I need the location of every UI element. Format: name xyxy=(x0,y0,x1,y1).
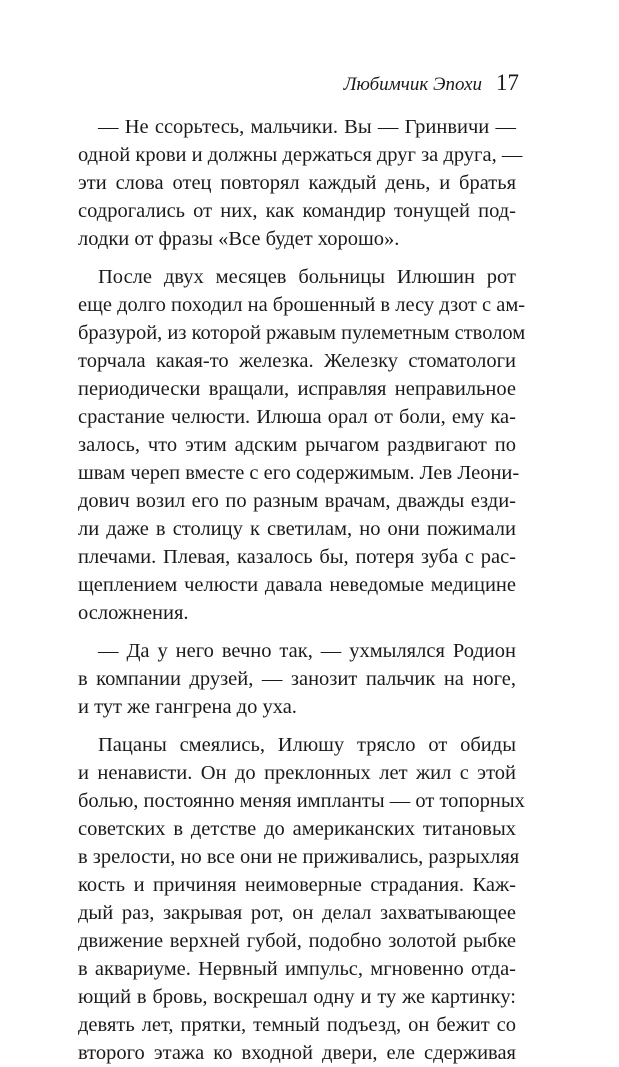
paragraph-gap xyxy=(78,721,516,731)
text-line: в аквариуме. Нервный импульс, мгновенно отда- xyxy=(78,958,516,980)
page-number: 17 xyxy=(496,70,519,95)
running-head xyxy=(344,70,519,96)
text-line: периодически вращали, исправляя неправильное xyxy=(78,378,516,400)
text-line: бразурой, из которой ржавым пулеметным стволом xyxy=(78,322,526,344)
text-line: залось, что этим адским рычагом раздвигают по xyxy=(78,434,516,456)
text-line: движение верхней губой, подобно золотой рыбке xyxy=(78,930,516,952)
text-line: содрогались от них, как командир тонущей под- xyxy=(78,200,516,222)
body-text xyxy=(78,113,526,1067)
text-line: советских в детстве до американских титановых xyxy=(78,818,516,840)
text-line: еще долго походил на брошенный в лесу дзот с ам- xyxy=(78,294,526,316)
text-line: эти слова отец повторял каждый день, и братья xyxy=(78,172,516,194)
paragraph-gap xyxy=(78,253,516,263)
text-line: дый раз, закрывая рот, он делал захватывающее xyxy=(78,902,516,924)
text-line: лодки от фразы «Все будет хорошо». xyxy=(78,228,400,250)
running-head-title: Любимчик Эпохи xyxy=(343,74,482,95)
text-line: одной крови и должны держаться друг за друга, — xyxy=(78,144,523,166)
text-line: швам череп вместе с его содержимым. Лев Леони- xyxy=(78,462,520,484)
text-line: торчала какая-то железка. Железку стоматологи xyxy=(78,350,516,372)
text-line: в компании друзей, — занозит пальчик на ноге, xyxy=(78,668,516,690)
text-line: — Да у него вечно так, — ухмылялся Родион xyxy=(98,640,516,662)
text-line: осложнения. xyxy=(78,602,189,624)
text-line: щеплением челюсти давала неведомые медицине xyxy=(78,574,516,596)
text-line: ющий в бровь, воскрешал одну и ту же картинку: xyxy=(78,986,516,1008)
paragraph-gap xyxy=(78,627,516,637)
text-line: Пацаны смеялись, Илюшу трясло от обиды xyxy=(98,734,516,756)
text-line: дович возил его по разным врачам, дважды езди- xyxy=(78,490,516,512)
text-line: кость и причиняя неимоверные страдания. Каж- xyxy=(78,874,516,896)
text-line: болью, постоянно меняя импланты — от топорных xyxy=(78,790,525,812)
text-line: ли даже в столицу к светилам, но они пожимали xyxy=(78,518,516,540)
text-line: — Не ссорьтесь, мальчики. Вы — Гринвичи — xyxy=(98,116,516,138)
text-line: срастание челюсти. Илюша орал от боли, ему ка- xyxy=(78,406,516,428)
text-line: и тут же гангрена до уха. xyxy=(78,696,297,718)
text-line: девять лет, прятки, темный подъезд, он бежит со xyxy=(78,1014,516,1036)
text-line: второго этажа ко входной двери, еле сдерживая xyxy=(78,1042,516,1064)
text-line: После двух месяцев больницы Илюшин рот xyxy=(98,266,516,288)
text-line: и ненависти. Он до преклонных лет жил с этой xyxy=(78,762,516,784)
text-line: в зрелости, но все они не приживались, разрыхляя xyxy=(78,846,520,868)
text-line: плечами. Плевая, казалось бы, потеря зуба с рас- xyxy=(78,546,516,568)
